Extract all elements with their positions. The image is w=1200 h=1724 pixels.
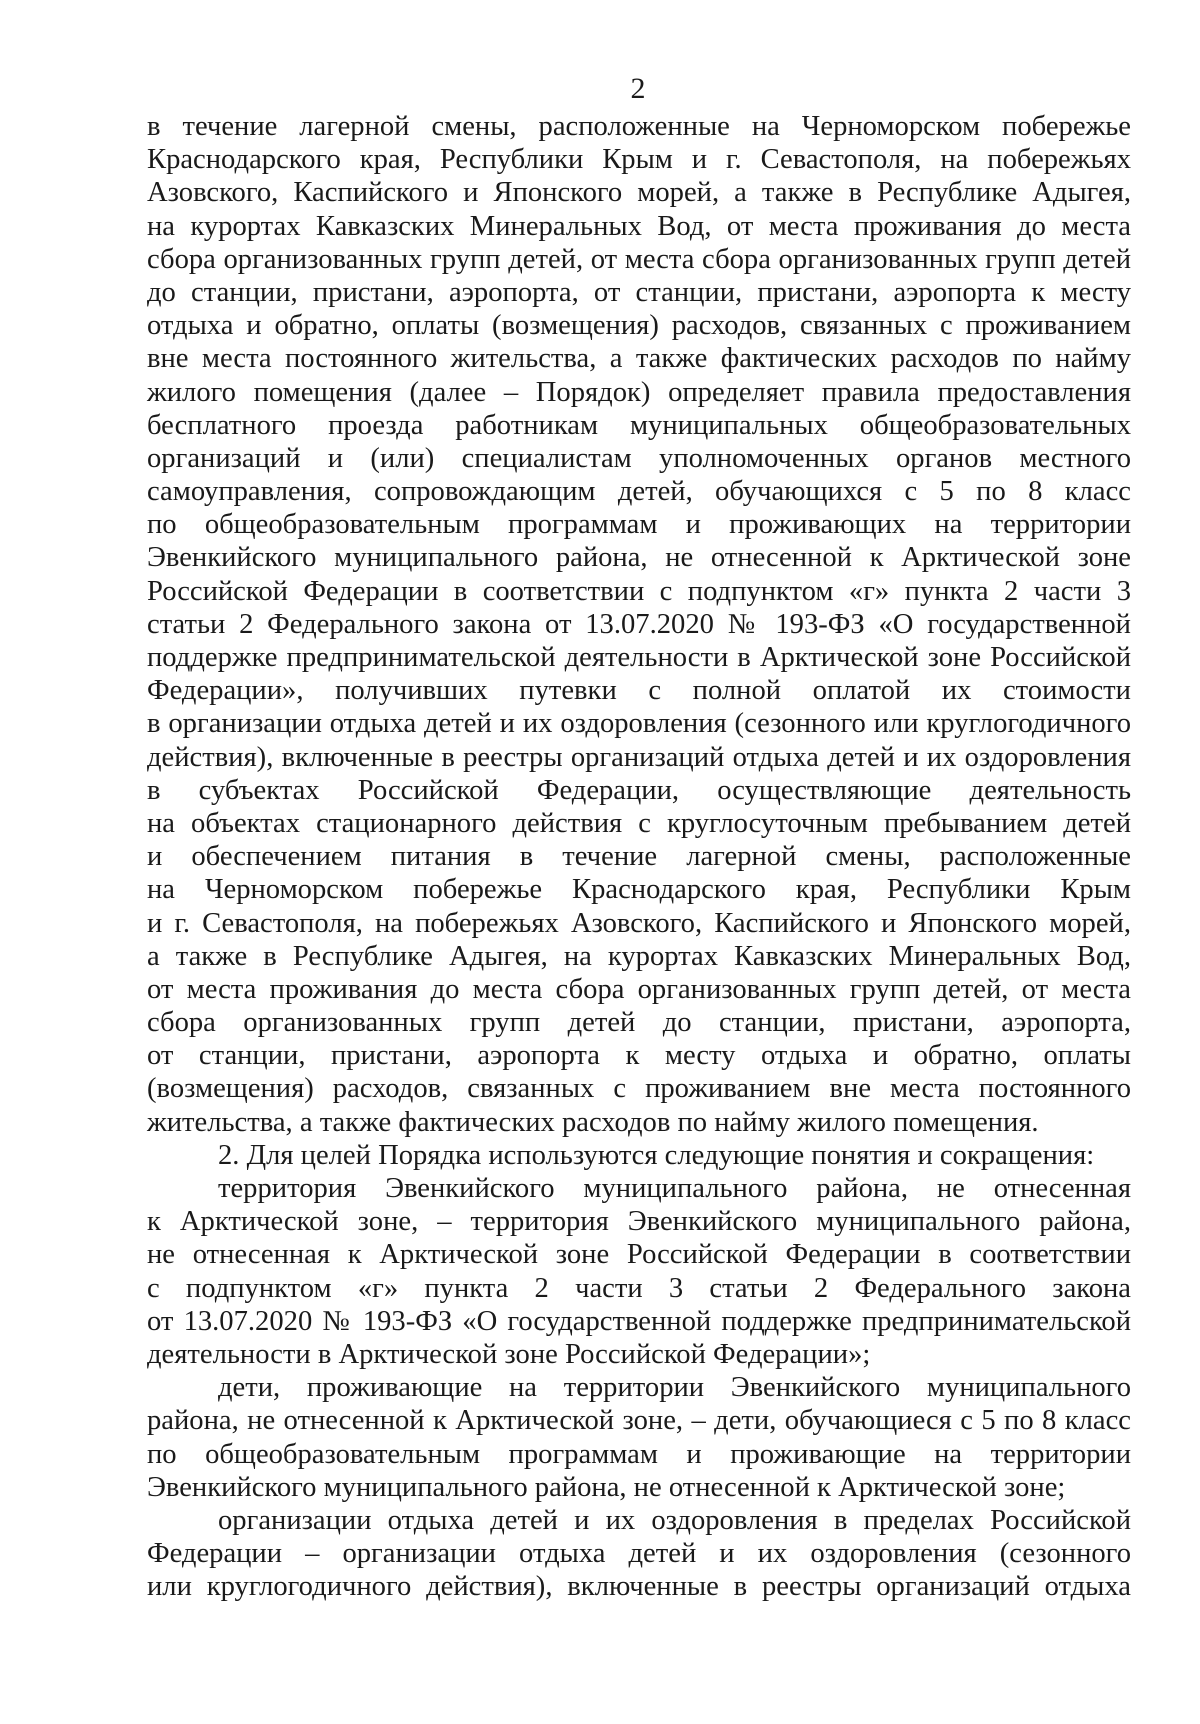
text-line: Эвенкийского муниципального района, не отнесенной к Арктической зоне; [147,1471,1066,1503]
text-line: бесплатного проезда работникам муниципальных общеобразовательных [147,409,1131,441]
text-line: по общеобразовательным программам и проживающих на территории [147,509,1131,541]
text-line: Азовского, Каспийского и Японского морей, а также в Республике Адыгея, [147,177,1131,209]
text-line: Российской Федерации в соответствии с подпунктом «г» пункта 2 части 3 [147,575,1131,607]
document-body [147,110,1131,1603]
text-line: по общеобразовательным программам и проживающие на территории [147,1438,1131,1470]
text-line: территория Эвенкийского муниципального района, не отнесенная [218,1173,1131,1204]
text-line: Эвенкийского муниципального района, не отнесенной к Арктической зоне [147,542,1131,574]
text-line: вне места постоянного жительства, а также фактических расходов по найму [147,343,1131,375]
text-line: сбора организованных групп детей до станции, пристани, аэропорта, [147,1007,1131,1039]
text-line: в течение лагерной смены, расположенные на Черноморском побережье [147,111,1131,142]
text-line: на курортах Кавказских Минеральных Вод, от места проживания до места [147,210,1131,242]
text-line: на объектах стационарного действия с круглосуточным пребыванием детей [147,807,1131,839]
text-line: действия), включенные в реестры организаций отдыха детей и их оздоровления [147,741,1131,773]
text-line: Федерации – организации отдыха детей и их оздоровления (сезонного [147,1538,1131,1570]
text-line: с подпунктом «г» пункта 2 части 3 статьи 2 Федерального закона [147,1272,1131,1304]
text-line: (возмещения) расходов, связанных с проживанием вне места постоянного [147,1073,1131,1105]
text-line: в субъектах Российской Федерации, осуществляющие деятельность [147,774,1131,806]
text-line: 2. Для целей Порядка используются следующие понятия и сокращения: [218,1139,1095,1171]
text-line: района, не отнесенной к Арктической зоне, – дети, обучающиеся с 5 по 8 класс [147,1405,1131,1437]
text-line: к Арктической зоне, – территория Эвенкийского муниципального района, [147,1206,1131,1238]
text-line: в организации отдыха детей и их оздоровления (сезонного или круглогодичного [147,708,1131,740]
page-number: 2 [630,72,646,105]
text-line: статьи 2 Федерального закона от 13.07.2020 № 193-ФЗ «О государственной [147,608,1131,640]
text-line: и обеспечением питания в течение лагерной смены, расположенные [147,841,1131,873]
text-line: на Черноморском побережье Краснодарского края, Республики Крым [147,874,1131,906]
text-line: сбора организованных групп детей, от места сбора организованных групп детей [147,243,1131,275]
text-line: самоуправления, сопровождающим детей, обучающихся с 5 по 8 класс [147,476,1131,508]
text-line: не отнесенная к Арктической зоне Российской Федерации в соответствии [147,1239,1131,1271]
text-line: а также в Республике Адыгея, на курортах Кавказских Минеральных Вод, [147,940,1131,972]
text-line: жилого помещения (далее – Порядок) определяет правила предоставления [147,376,1131,408]
text-line: организации отдыха детей и их оздоровления в пределах Российской [218,1504,1131,1536]
text-line: дети, проживающие на территории Эвенкийского муниципального [218,1372,1131,1404]
text-line: жительства, а также фактических расходов по найму жилого помещения. [147,1106,1039,1138]
text-line: поддержке предпринимательской деятельности в Арктической зоне Российской [147,642,1131,673]
text-line: организаций и (или) специалистам уполномоченных органов местного [147,442,1131,474]
text-line: отдыха и обратно, оплаты (возмещения) расходов, связанных с проживанием [147,310,1131,342]
text-line: от 13.07.2020 № 193-ФЗ «О государственной поддержке предпринимательской [147,1305,1131,1337]
text-line: от станции, пристани, аэропорта к месту отдыха и обратно, оплаты [147,1040,1131,1072]
text-line: до станции, пристани, аэропорта, от станции, пристани, аэропорта к месту [147,276,1131,308]
text-line: или круглогодичного действия), включенные в реестры организаций отдыха [147,1571,1131,1603]
text-line: Краснодарского края, Республики Крым и г. Севастополя, на побережьях [147,144,1131,176]
text-line: Федерации», получивших путевки с полной оплатой их стоимости [147,675,1131,707]
text-line: от места проживания до места сбора организованных групп детей, от места [147,973,1131,1005]
text-line: и г. Севастополя, на побережьях Азовского, Каспийского и Японского морей, [147,907,1131,939]
text-line: деятельности в Арктической зоне Российской Федерации»; [147,1338,871,1370]
